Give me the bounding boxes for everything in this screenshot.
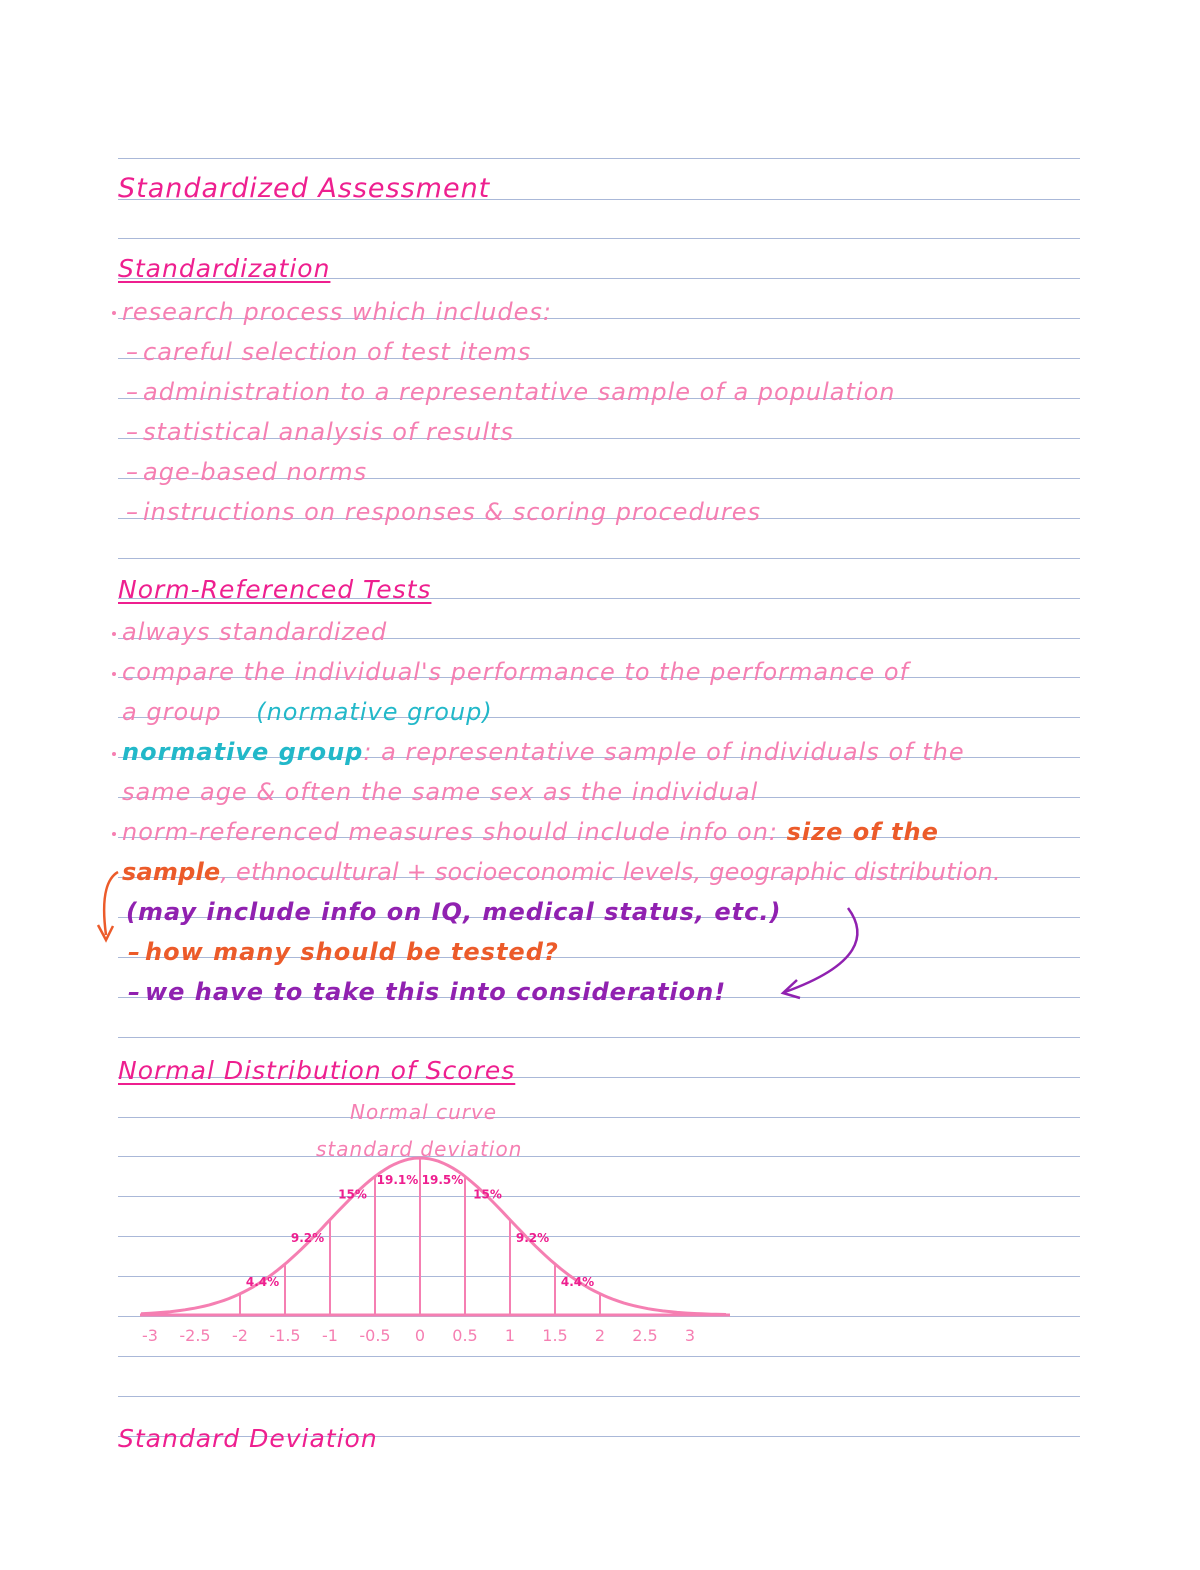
list-item-text: administration to a representative sample of a population <box>143 378 896 406</box>
x-tick-label: 1 <box>504 1326 516 1345</box>
dash-marker: – <box>126 338 139 366</box>
page-title: Standardized Assessment <box>118 173 491 204</box>
orange-arrow <box>104 872 118 935</box>
region-percent-label: 19.5% <box>421 1173 464 1187</box>
section-heading-normal-distribution: Normal Distribution of Scores <box>118 1056 516 1085</box>
region-percent-label: 15% <box>473 1187 502 1202</box>
standardization-intro: research process which includes: <box>122 298 552 326</box>
bullet-dot <box>112 832 116 836</box>
list-item-text: statistical analysis of results <box>143 418 514 446</box>
x-tick-label: 2 <box>594 1326 606 1345</box>
x-tick-label: -0.5 <box>359 1326 391 1345</box>
ruled-line <box>118 238 1080 239</box>
norm-bullet-2-line-1: compare the individual's performance to the performance of <box>122 658 910 686</box>
section-heading-standard-deviation: Standard Deviation <box>118 1424 378 1453</box>
purple-arrow-head <box>783 980 800 998</box>
dash-marker: – <box>126 378 139 406</box>
normative-group-term: normative group <box>122 738 364 766</box>
how-many-text: how many should be tested? <box>145 938 559 966</box>
norm-bullet-2-line-2 <box>122 697 493 727</box>
demographic-factors: , ethnocultural + socioeconomic levels, geographic distribution. <box>220 858 1001 886</box>
normative-group-definition: : a representative sample of individuals of the <box>363 738 965 766</box>
region-percent-label: 4.4% <box>245 1275 280 1290</box>
x-tick-label: -3 <box>142 1326 158 1345</box>
norm-bullet-2-text: a group <box>122 698 222 726</box>
norm-bullet-1: always standardized <box>122 618 388 646</box>
region-percent-label: 4.4% <box>560 1275 595 1290</box>
bullet-dot <box>112 672 116 676</box>
ruled-line <box>118 158 1080 159</box>
dash-marker: – <box>126 498 139 526</box>
sample-word: sample <box>122 858 221 886</box>
section-heading-standardization: Standardization <box>118 254 331 283</box>
curve-label: Normal curve <box>350 1100 498 1124</box>
ruled-line <box>118 558 1080 559</box>
dash-marker: – <box>126 458 139 486</box>
size-of-sample-text: size of the <box>786 818 939 846</box>
x-tick-label: -1 <box>322 1326 338 1345</box>
may-include-note: (may include info on IQ, medical status, etc.) <box>126 898 782 926</box>
std-dev-label: standard deviation <box>316 1137 523 1161</box>
norm-bullet-4-line-1 <box>122 817 939 847</box>
bullet-dot <box>112 632 116 636</box>
list-item <box>126 417 514 447</box>
how-many-question <box>128 937 559 967</box>
dash-marker: – <box>128 978 141 1006</box>
region-percent-label: 19.1% <box>376 1173 419 1187</box>
norm-bullet-3-line-1 <box>122 737 965 767</box>
normative-group-note: (normative group) <box>256 698 493 726</box>
dash-marker: – <box>126 418 139 446</box>
norm-bullet-4-line-2 <box>122 857 1001 887</box>
norm-measures-text: norm-referenced measures should include info on: <box>122 818 778 846</box>
list-item <box>126 497 761 527</box>
normal-distribution-chart <box>120 1140 740 1360</box>
x-tick-label: 0 <box>414 1326 426 1345</box>
region-percent-label: 15% <box>338 1187 367 1202</box>
x-tick-label: 1.5 <box>542 1326 568 1345</box>
list-item <box>126 457 367 487</box>
region-percent-label: 9.2% <box>290 1230 325 1245</box>
x-tick-label: 2.5 <box>632 1326 658 1345</box>
section-heading-norm-referenced: Norm-Referenced Tests <box>118 575 432 604</box>
bullet-dot <box>112 752 116 756</box>
consideration-note <box>128 977 726 1007</box>
dash-marker: – <box>128 938 141 966</box>
region-percent-label: 9.2% <box>515 1230 550 1245</box>
ruled-line <box>118 1037 1080 1038</box>
list-item-text: instructions on responses & scoring procedures <box>143 498 762 526</box>
list-item <box>126 377 895 407</box>
consideration-text: we have to take this into consideration! <box>145 978 727 1006</box>
ruled-line <box>118 1396 1080 1397</box>
orange-arrow-head <box>98 925 113 940</box>
list-item-text: careful selection of test items <box>143 338 532 366</box>
x-tick-label: -2.5 <box>179 1326 211 1345</box>
x-tick-label: 0.5 <box>452 1326 478 1345</box>
norm-bullet-3-line-2: same age & often the same sex as the individual <box>122 778 759 806</box>
list-item-text: age-based norms <box>143 458 368 486</box>
list-item <box>126 337 531 367</box>
x-tick-label: -1.5 <box>269 1326 301 1345</box>
x-tick-label: -2 <box>232 1326 248 1345</box>
purple-arrow <box>785 908 857 992</box>
ruled-line <box>118 1117 1080 1118</box>
x-tick-label: 3 <box>684 1326 696 1345</box>
bullet-dot <box>112 311 116 315</box>
